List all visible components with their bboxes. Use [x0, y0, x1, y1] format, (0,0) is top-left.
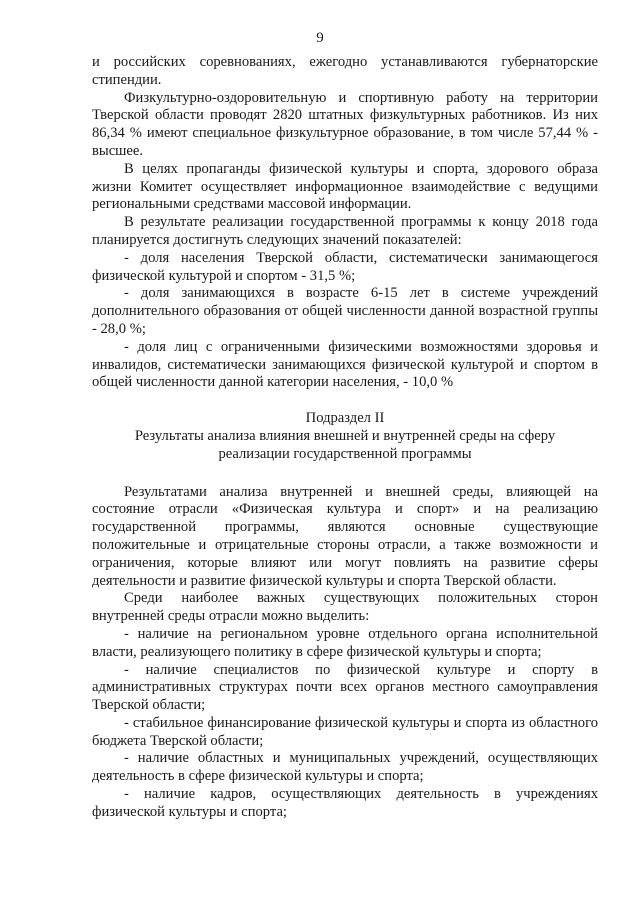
paragraph: В результате реализации государственной программы к концу 2018 года планируется достигнуть следующих значений показателей: — [92, 214, 598, 248]
list-item: - наличие специалистов по физической культуре и спорту в административных структурах почти всех органов местного самоуправления Тверской области; — [92, 661, 598, 714]
page-number: 9 — [316, 30, 324, 46]
list-item: - доля занимающихся в возрасте 6-15 лет в системе учреждений дополнительного образования от общей численности данной возрастной группы - 28,0 %; — [92, 285, 598, 337]
list-item: - доля населения Тверской области, систематически занимающегося физической культурой и спортом - 31,5 %; — [92, 249, 598, 284]
subsection-title: Подраздел II — [305, 410, 385, 427]
list-item: - стабильное финансирование физической культуры и спорта из областного бюджета Тверской области; — [92, 714, 598, 749]
list-item: - наличие областных и муниципальных учреждений, осуществляющих деятельность в сфере физической культуры и спорта; — [92, 750, 598, 785]
paragraph: и российских соревнованиях, ежегодно устанавливаются губернаторские стипендии. — [92, 54, 598, 88]
list-item: - наличие кадров, осуществляющих деятельность в учреждениях физической культуры и спорта; — [92, 786, 598, 820]
paragraph: В целях пропаганды физической культуры и спорта, здорового образа жизни Комитет осуществляет информационное взаимодействие с ведущими региональными средствами массовой информации. — [92, 160, 598, 213]
subsection-heading-line1: Результаты анализа влияния внешней и внутренней среды на сферу — [134, 427, 556, 444]
document-body — [92, 54, 598, 822]
list-item: - доля лиц с ограниченными физическими возможностями здоровья и инвалидов, систематически занимающихся физической культурой и спортом в общей численности данной категории населения, - 10,0 % — [92, 338, 598, 391]
paragraph: Результатами анализа внутренней и внешней среды, влияющей на состояние отрасли «Физическая культура и спорт» и на реализацию государственной программы, являются основные существующие положительные и отрицательные стороны отрасли, а также возможности и ограничения, которые влияют или могут повлиять на развитие сферы деятельности и развитие физической культуры и спорта Тверской области. — [92, 483, 598, 589]
paragraph: Физкультурно-оздоровительную и спортивную работу на территории Тверской области проводят 2820 штатных физкультурных работников. Из них 86,34 % имеют специальное физкультурное образование, в том числе 57,44 % - высшее. — [92, 89, 598, 159]
paragraph: Среди наиболее важных существующих положительных сторон внутренней среды отрасли можно выделить: — [92, 590, 598, 625]
subsection-heading-line2: реализации государственной программы — [218, 445, 472, 462]
list-item: - наличие на региональном уровне отдельного органа исполнительной власти, реализующего политику в сфере физической культуры и спорта; — [92, 625, 598, 660]
